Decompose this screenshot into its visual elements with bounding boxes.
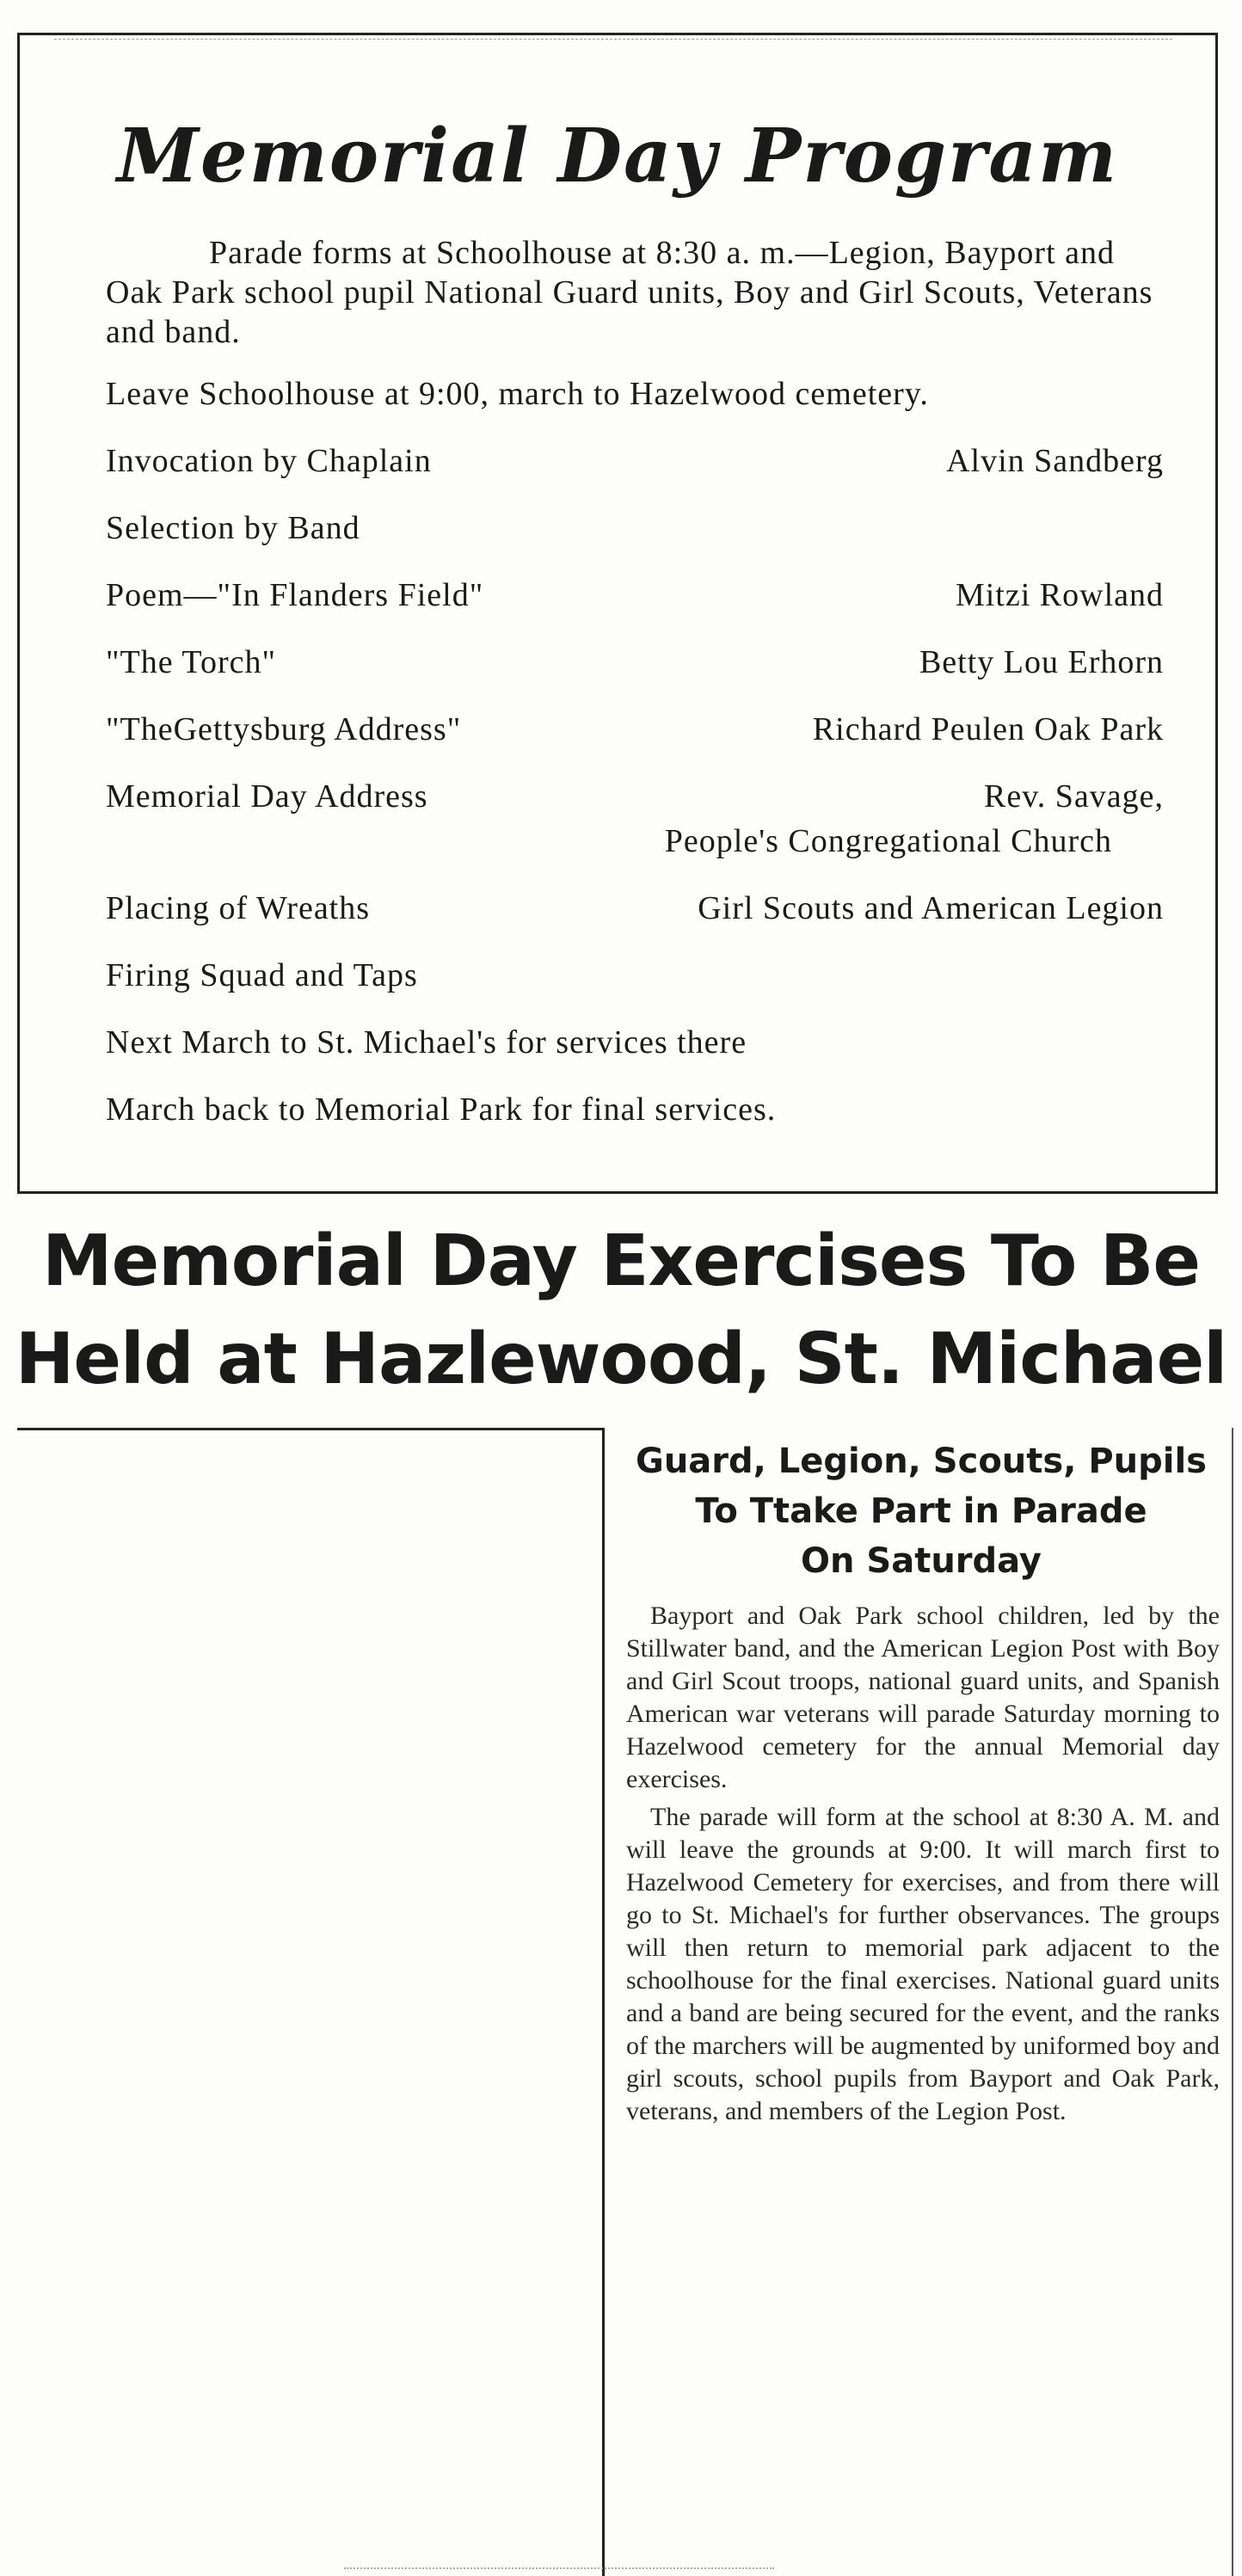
program-item-label: March back to Memorial Park for final services. — [106, 1091, 777, 1128]
program-box — [17, 33, 1218, 1194]
program-intro: Parade forms at Schoolhouse at 8:30 a. m.—Legion, Bayport and Oak Park school pupil National Guard units, Boy and Girl Scouts, Veterans and band. — [106, 235, 1153, 350]
program-item-label: Placing of Wreaths — [106, 890, 371, 926]
column-rule-right — [1232, 1428, 1233, 2576]
subheadline-line-3: On Saturday — [801, 1541, 1042, 1581]
program-item-label: "TheGettysburg Address" — [106, 711, 462, 747]
subheadline — [612, 1436, 1230, 1586]
program-item — [106, 508, 1164, 548]
program-lines — [106, 233, 1164, 1157]
program-item-label: Invocation by Chaplain — [106, 443, 432, 479]
program-item — [106, 1023, 1164, 1062]
headline-line-1: Memorial Day Exercises To Be — [42, 1220, 1200, 1302]
program-item — [106, 642, 1164, 682]
program-item-label: Selection by Band — [106, 510, 360, 546]
program-item-performer: Betty Lou Erhorn — [919, 644, 1164, 680]
program-item-label: Poem—"In Flanders Field" — [106, 577, 484, 613]
program-leave — [106, 374, 1164, 414]
program-item — [106, 956, 1164, 995]
headline-line-2: Held at Hazlewood, St. Michael — [15, 1319, 1227, 1400]
program-item-performer: Mitzi Rowland — [955, 577, 1164, 613]
program-item-label: "The Torch" — [106, 644, 276, 680]
subheadline-line-2: To Ttake Part in Parade — [695, 1491, 1147, 1531]
program-item-performer: Rev. Savage, — [984, 778, 1164, 815]
program-item — [106, 710, 1164, 749]
subheadline-line-1: Guard, Legion, Scouts, Pupils — [635, 1442, 1207, 1481]
program-item — [106, 777, 1164, 816]
program-item-label: Next March to St. Michael's for services there — [106, 1024, 747, 1061]
program-item — [106, 888, 1164, 928]
article-paragraph: The parade will form at the school at 8:30 A. M. and will leave the grounds at 9:00. It will march first to Hazelwood Cemetery for exercises, and from there will go to St. Michael's for further observances. The groups will then return to memorial park adjacent to the schoolhouse for the final exercises. National guard units and a band are being secured for the event, and the ranks of the marchers will be augmented by uniformed boy and girl scouts, school pupils from Bayport and Oak Park, veterans, and members of the Legion Post. — [626, 1803, 1220, 2125]
program-leave-text: Leave Schoolhouse at 9:00, march to Hazelwood cemetery. — [106, 376, 929, 412]
program-item — [106, 1090, 1164, 1129]
program-item-label: Memorial Day Address — [106, 778, 428, 815]
headline — [0, 1213, 1242, 1409]
program-item — [106, 575, 1164, 615]
box-top-rule — [54, 39, 1172, 40]
program-item — [106, 441, 1164, 481]
program-item-label: Firing Squad and Taps — [106, 957, 418, 993]
article-paragraph: Bayport and Oak Park school children, led by the Stillwater band, and the American Legion Post with Boy and Girl Scout troops, national guard units, and Spanish American war veterans will parade Saturday morning to Hazelwood cemetery for the annual Memorial day exercises. — [626, 1602, 1220, 1793]
page-bottom-edge — [344, 2567, 774, 2569]
program-item-performer: Girl Scouts and American Legion — [698, 890, 1164, 926]
column-rule-left — [602, 1428, 605, 2576]
program-item-performer-continued: People's Congregational Church — [664, 823, 1112, 859]
article-body — [626, 1600, 1220, 2133]
program-item-performer: Alvin Sandberg — [946, 443, 1164, 479]
section-rule — [17, 1428, 602, 1430]
program-item-performer: Richard Peulen Oak Park — [812, 711, 1164, 747]
program-title: Memorial Day Program — [116, 113, 1119, 200]
